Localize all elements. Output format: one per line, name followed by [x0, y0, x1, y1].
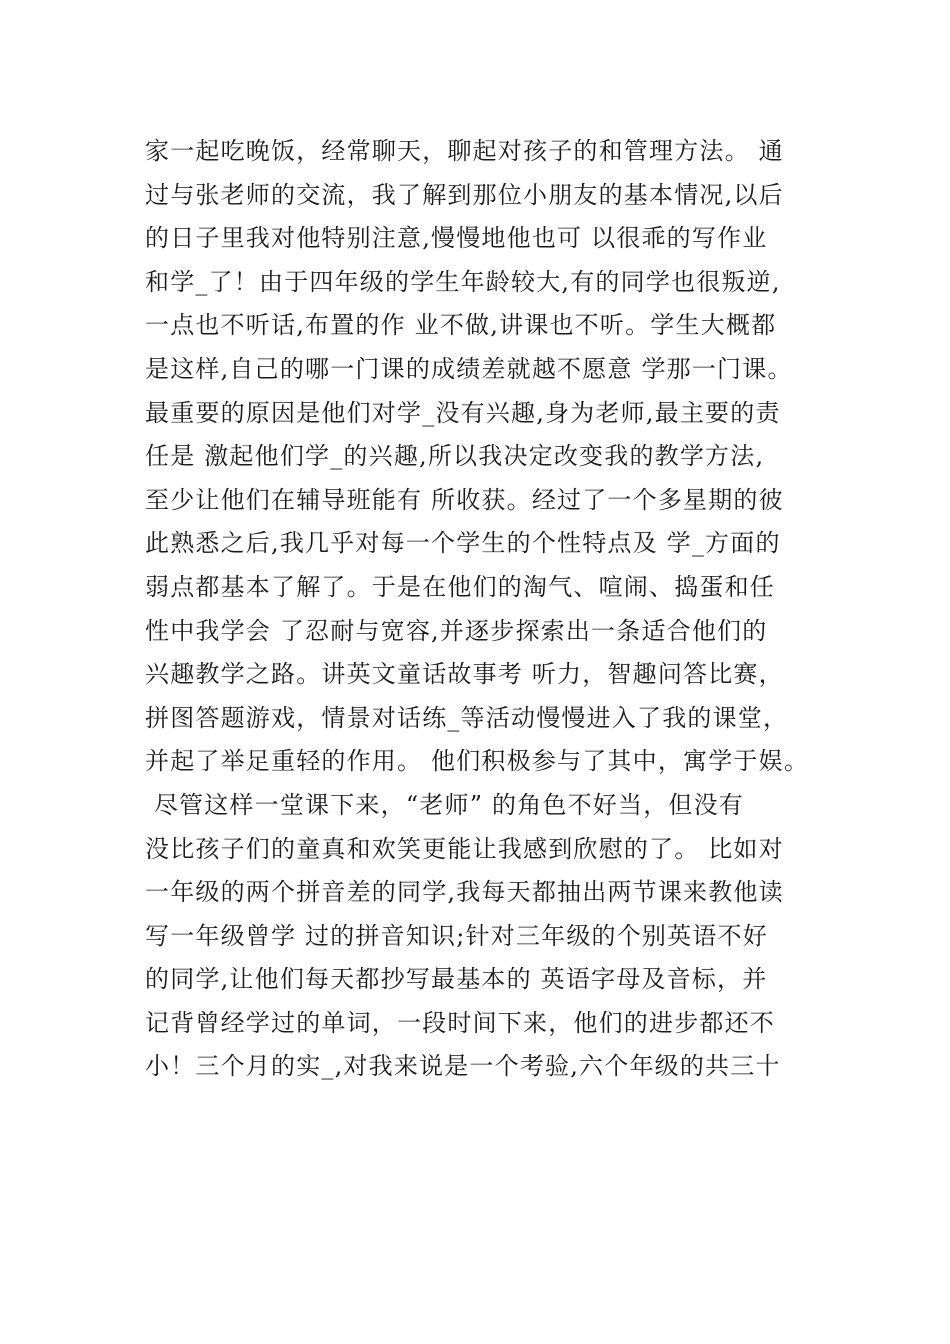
text-line: 最重要的原因是他们对学_没有兴趣,身为老师,最主要的责: [145, 398, 781, 427]
text-line: 一点也不听话,布置的作 业不做,讲课也不听。学生大概都: [145, 311, 777, 340]
text-line: 弱点都基本了解了。于是在他们的淘气、喧闹、捣蛋和任: [145, 572, 775, 601]
text-line: 尽管这样一堂课下来，“老师” 的角色不好当，但没有: [145, 790, 744, 819]
text-line: 性中我学会 了忍耐与宽容,并逐步探索出一条适合他们的: [145, 616, 768, 645]
text-line: 至少让他们在辅导班能有 所收获。经过了一个多星期的彼: [145, 485, 784, 514]
text-line: 此熟悉之后,我几乎对每一个学生的个性特点及 学_方面的: [145, 529, 781, 558]
text-line: 任是 激起他们学_的兴趣,所以我决定改变我的教学方法,: [145, 442, 765, 471]
text-line: 兴趣教学之路。讲英文童话故事考 听力，智趣问答比赛，: [145, 660, 784, 689]
text-line: 和学_了！由于四年级的学生年龄较大,有的同学也很叛逆,: [145, 267, 781, 296]
text-line: 过与张老师的交流，我了解到那位小朋友的基本情况,以后: [145, 180, 784, 209]
text-line: 没比孩子们的童真和欢笑更能让我感到欣慰的了。 比如对: [145, 834, 784, 863]
text-line: 写一年级曾学 过的拼音知识;针对三年级的个别英语不好: [145, 921, 768, 950]
body-text: [145, 130, 825, 1089]
text-line: 家一起吃晚饭，经常聊天，聊起对孩子的和管理方法。 通: [145, 137, 784, 165]
text-line: 拼图答题游戏，情景对话练_等活动慢慢进入了我的课堂，: [145, 703, 789, 732]
text-line: 一年级的两个拼音差的同学,我每天都抽出两节课来教他读: [145, 878, 784, 907]
text-line: 记背曾经学过的单词，一段时间下来，他们的进步都还不: [145, 1008, 775, 1037]
text-line: 的日子里我对他特别注意,慢慢地他也可 以很乖的写作业: [145, 224, 768, 253]
text-line: 并起了举足重轻的作用。 他们积极参与了其中，寓学于娱。: [145, 747, 810, 776]
text-line: 是这样,自己的哪一门课的成绩差就越不愿意 学那一门课。: [145, 354, 793, 383]
text-line: 的同学,让他们每天都抄写最基本的 英语字母及音标，并: [145, 965, 768, 994]
text-line: 小！三个月的实_,对我来说是一个考验,六个年级的共三十: [145, 1052, 781, 1081]
